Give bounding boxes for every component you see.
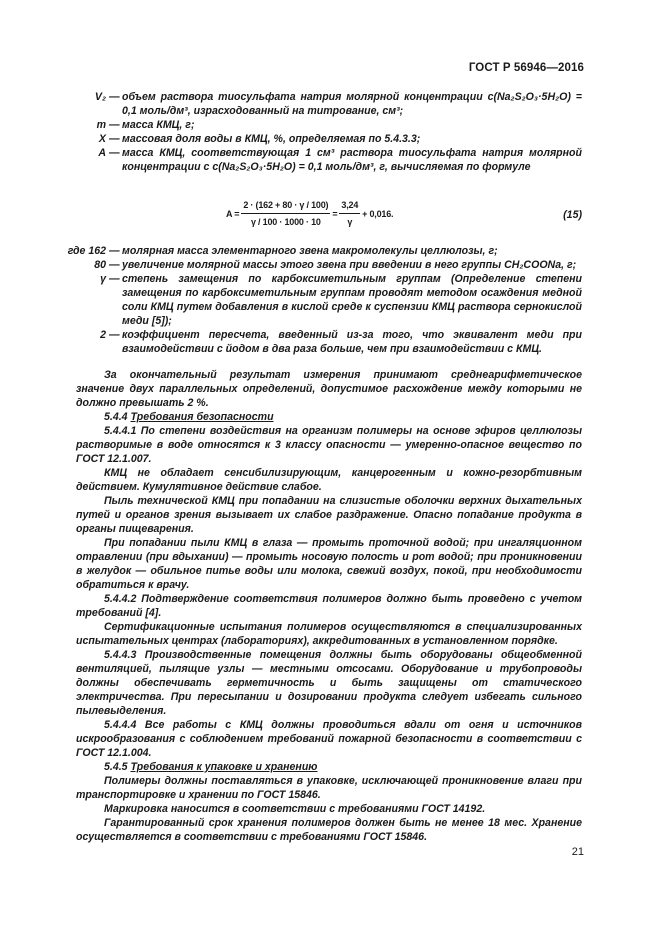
definition-dash: — — [109, 147, 120, 159]
definition-m — [76, 118, 582, 132]
definition-dash: — — [109, 259, 120, 271]
definition-dash: — — [109, 119, 120, 131]
formula-fraction-1-numerator: 2 · (162 + 80 · γ / 100) — [241, 198, 330, 214]
definition-dash: — — [109, 91, 120, 103]
definition-dash: — — [109, 245, 120, 257]
formula-fraction-2 — [339, 198, 360, 229]
definition-80 — [76, 258, 582, 272]
paragraph-5-4-4-3: 5.4.4.3 Производственные помещения должны быть оборудованы общеобменной вентиляцией, пылящие узлы — местными отсосами. Оборудование и трубопроводы должны обеспечивать герметичность и быть защищены от статического электричества. При пересыпании и дозировании продукта следует избегать сильного пылевыделения. — [76, 649, 582, 717]
formula-fraction-2-denominator: γ — [347, 217, 353, 227]
formula-number: (15) — [563, 209, 582, 221]
definition-symbol: γ — [100, 273, 106, 285]
document-body — [67, 90, 582, 844]
formula-equals: = — [332, 208, 338, 219]
definition-symbol: X — [98, 133, 106, 145]
formula-15 — [76, 194, 582, 238]
paragraph-5-4-4-1: 5.4.4.1 По степени воздействия на организм полимеры на основе эфиров целлюлозы растворимые в воде относятся к 3 классу опасности — умеренно-опасное вещество по ГОСТ 12.1.007. — [76, 425, 582, 465]
definition-symbol: V₂ — [94, 91, 106, 103]
definition-symbol: A — [98, 147, 106, 159]
definition-symbol: m — [96, 119, 106, 131]
section-title: Требования безопасности — [130, 411, 274, 423]
paragraph-marking: Маркировка наносится в соответствии с требованиями ГОСТ 14192. — [104, 803, 486, 815]
definition-a — [76, 146, 582, 174]
formula-lhs: A = — [226, 208, 240, 219]
section-5-4-5-heading — [76, 760, 582, 774]
definition-text: увеличение молярной массы этого звена при введении в него группы CH₂COONa, г; — [122, 259, 577, 271]
paragraph-certification: Сертификационные испытания полимеров осуществляются в специализированных испытательных центрах (лабораториях), аккредитованных в установленном порядке. — [76, 621, 582, 647]
definition-text: коэффициент пересчета, введенный из-за того, что эквивалент меди при взаимодействии с йодом в два раза больше, чем при взаимодействии с КМЦ. — [122, 329, 582, 355]
section-5-4-4-heading — [76, 410, 582, 424]
formula-fraction-2-numerator: 3,24 — [339, 198, 360, 214]
paragraph-first-aid: При попадании пыли КМЦ в глаза — промыть проточной водой; при ингаляционном отравлении (при вдыхании) — промыть носовую полость и рот водой; при проникновении в желудок — обильное питье воды или молока, свежий воздух, покой, при необходимости обратиться к врачу. — [76, 537, 582, 591]
definition-symbol: где 162 — [67, 245, 106, 257]
section-number: 5.4.4 — [104, 411, 128, 423]
definitions-bottom — [67, 244, 582, 356]
definition-text: масса КМЦ, г; — [122, 119, 195, 131]
definition-text: массовая доля воды в КМЦ, %, определяемая по 5.4.3.3; — [122, 133, 421, 145]
definition-dash: — — [109, 329, 120, 341]
paragraph-dust: Пыль технической КМЦ при попадании на слизистые оболочки верхних дыхательных путей и органов зрения вызывает их слабое раздражение. Опасно попадание продукта в органы пищеварения. — [76, 495, 582, 535]
formula-fraction-1 — [241, 198, 330, 229]
section-number: 5.4.5 — [104, 761, 128, 773]
definition-gamma — [76, 272, 582, 328]
definition-text: масса КМЦ, соответствующая 1 см³ раствора тиосульфата натрия молярной концентрации с c(Na₂S₂O₃·5H₂O) = 0,1 моль/дм³, г, вычисляемая по формуле — [122, 147, 582, 173]
standard-header: ГОСТ Р 56946—2016 — [468, 62, 584, 74]
definition-text: степень замещения по карбоксиметильным группам (Определение степени замещения по карбоксиметильным группам проводят методом осаждения медной соли КМЦ путем добавления в кислой среде к суспензии КМЦ раствора сернокислой меди [5]); — [122, 273, 582, 327]
paragraph-kmc-effects: КМЦ не обладает сенсибилизирующим, канцерогенным и кожно-резорбтивным действием. Кумулятивное действие слабое. — [76, 467, 582, 493]
formula-tail: + 0,016. — [362, 208, 394, 219]
paragraph-packaging: Полимеры должны поставляться в упаковке, исключающей проникновение влаги при транспортировке и хранении по ГОСТ 15846. — [76, 775, 582, 801]
definition-162 — [67, 244, 582, 258]
definition-text: объем раствора тиосульфата натрия молярной концентрации c(Na₂S₂O₃·5H₂O) = 0,1 моль/дм³, израсходованный на титрование, см³; — [122, 91, 582, 117]
definitions-top — [76, 90, 582, 174]
formula-fraction-1-denominator: γ / 100 · 1000 · 10 — [250, 217, 321, 227]
paragraph-result: За окончательный результат измерения принимают среднеарифметическое значение двух параллельных определений, допустимое расхождение между которыми не должно превышать 2 %. — [76, 369, 582, 409]
paragraph-5-4-4-4: 5.4.4.4 Все работы с КМЦ должны проводиться вдали от огня и источников искрообразования с соблюдением требований пожарной безопасности в соответствии с ГОСТ 12.1.004. — [76, 719, 582, 759]
paragraph-5-4-4-2: 5.4.4.2 Подтверждение соответствия полимеров должно быть проведено с учетом требований [4]. — [76, 593, 582, 619]
definition-symbol: 2 — [100, 329, 106, 341]
definition-dash: — — [109, 133, 120, 145]
paragraph-shelf-life: Гарантированный срок хранения полимеров должен быть не менее 18 мес. Хранение осуществляется в соответствии с требованиями ГОСТ 15846. — [76, 817, 582, 843]
definition-symbol: 80 — [94, 259, 106, 271]
section-title: Требования к упаковке и хранению — [130, 761, 318, 773]
definition-v2 — [76, 90, 582, 118]
definition-2 — [76, 328, 582, 356]
definition-x — [76, 132, 582, 146]
formula-expression — [226, 198, 393, 229]
page-number: 21 — [571, 846, 584, 858]
definition-text: молярная масса элементарного звена макромолекулы целлюлозы, г; — [122, 245, 498, 257]
definition-dash: — — [109, 273, 120, 285]
